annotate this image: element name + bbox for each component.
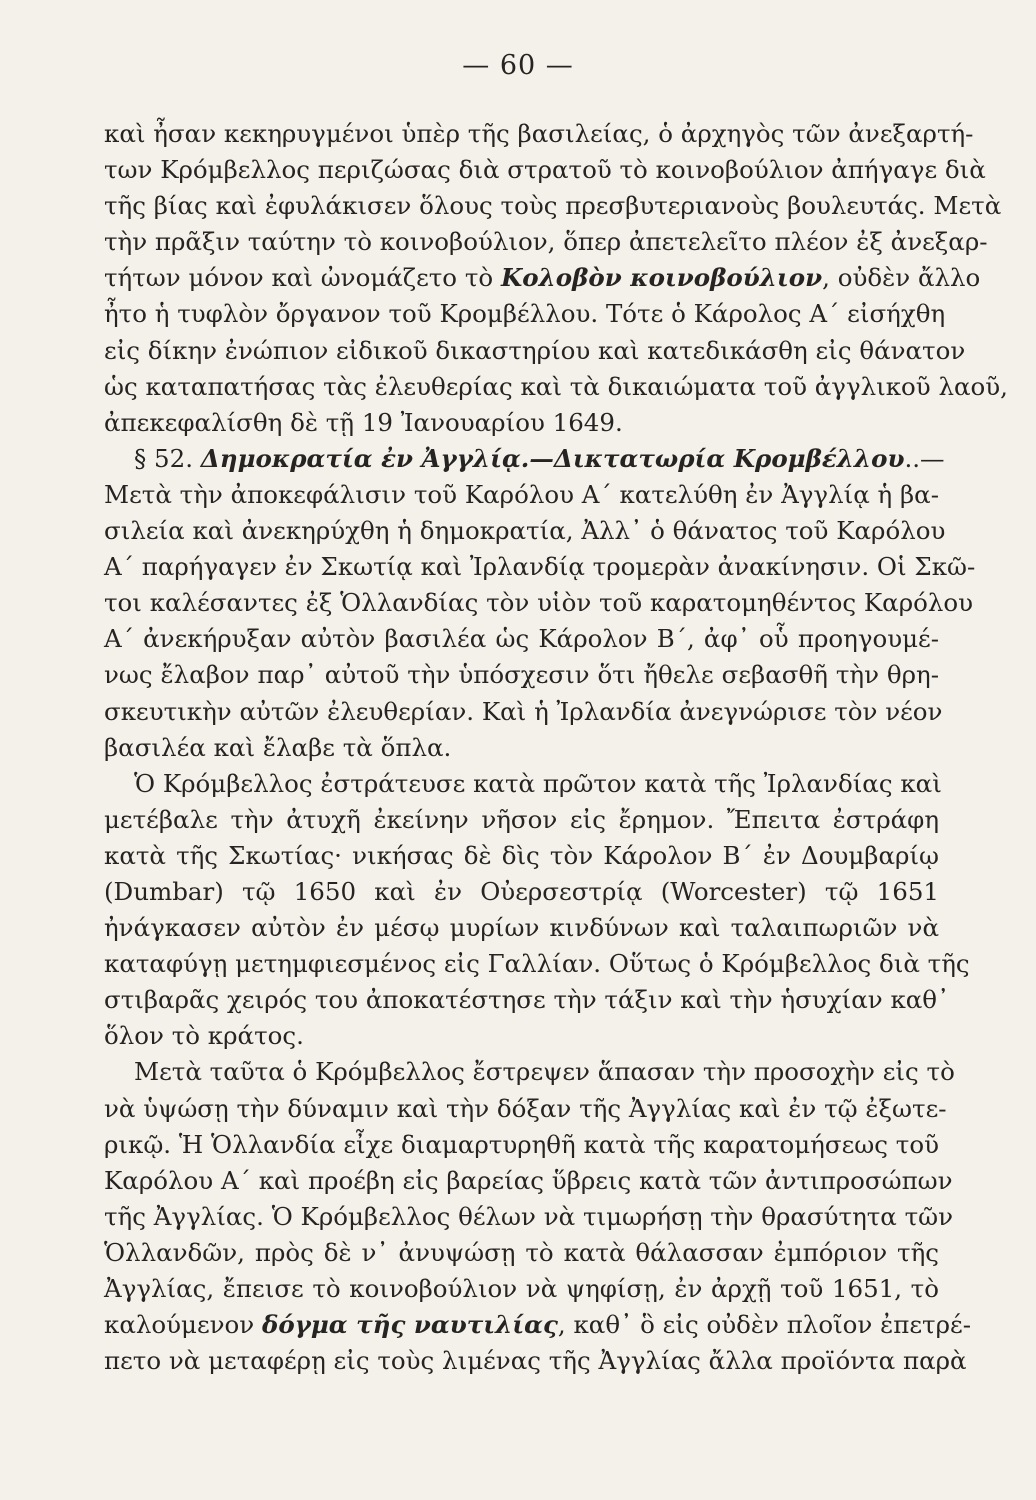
text-segment: τοι καλέσαντες ἐξ Ὁλλανδίας τὸν υἱὸν τοῦ καρατομηθέντος Καρόλου — [104, 588, 974, 618]
text-line — [104, 657, 939, 693]
emphasized-term: Δημοκρατία ἐν Ἀγγλίᾳ.—Δικτατωρία Κρομβέλλου — [200, 443, 905, 473]
text-line — [104, 224, 988, 260]
text-line — [104, 1235, 939, 1271]
text-segment: § 52. — [134, 443, 201, 473]
text-segment: , καθ᾽ ὃ εἰς οὐδὲν πλοῖον ἐπετρέ- — [557, 1310, 971, 1340]
text-segment: των Κρόμβελλος περιζώσας διὰ στρατοῦ τὸ κοινοβούλιον ἀπήγαγε διὰ — [104, 155, 986, 185]
text-segment: καλούμενον — [104, 1310, 262, 1340]
text-segment: Α΄ ἀνεκήρυξαν αὐτὸν βασιλέα ὡς Κάρολον Β΄, ἀφ᾽ οὗ προηγουμέ- — [104, 624, 939, 654]
text-segment: μετέβαλε τὴν ἀτυχῆ ἐκείνην νῆσον εἰς ἔρημον. Ἔπειτα ἐστράφη — [104, 804, 939, 834]
text-segment: καὶ ἦσαν κεκηρυγμένοι ὑπὲρ τῆς βασιλείας, ὁ ἀρχηγὸς τῶν ἀνεξαρτή- — [104, 119, 974, 148]
emphasized-term: Κολοβὸν κοινοβούλιον — [500, 263, 823, 293]
text-line — [104, 1271, 939, 1307]
text-segment: τῆς Ἀγγλίας. Ὁ Κρόμβελλος θέλων νὰ τιμωρήσῃ τὴν θρασύτητα τῶν — [104, 1201, 954, 1231]
text-line — [104, 296, 946, 332]
text-line — [104, 477, 939, 513]
text-segment: ὅλον τὸ κράτος. — [104, 1021, 304, 1051]
text-line — [104, 1163, 953, 1199]
text-line — [104, 1091, 947, 1127]
text-line — [104, 730, 939, 766]
text-segment: κατὰ τῆς Σκωτίας· νικήσας δὲ δὶς τὸν Κάρολον Β΄ ἐν Δουμβαρίῳ — [104, 840, 939, 870]
text-segment: στιβαρᾶς χειρός του ἀποκατέστησε τὴν τάξιν καὶ τὴν ἡσυχίαν καθ᾽ — [104, 985, 950, 1015]
text-line — [104, 766, 942, 802]
text-line — [104, 260, 981, 296]
text-segment: ἠνάγκασεν αὐτὸν ἐν μέσῳ μυρίων κινδύνων καὶ ταλαιπωριῶν νὰ — [104, 913, 939, 943]
text-line — [104, 802, 939, 838]
text-line — [104, 441, 945, 477]
text-line — [104, 116, 974, 152]
text-segment: Καρόλου Α΄ καὶ προέβη εἰς βαρείας ὕβρεις κατὰ τῶν ἀντιπροσώπων — [104, 1165, 953, 1195]
text-segment: τῆς βίας καὶ ἐφυλάκισεν ὅλους τοὺς πρεσβυτεριανοὺς βουλευτάς. Μετὰ — [104, 191, 1002, 221]
text-segment: ἦτο ἡ τυφλὸν ὄργανον τοῦ Κρομβέλλου. Τότε ὁ Κάρολος Α΄ εἰσήχθη — [104, 299, 946, 329]
text-line — [104, 405, 939, 441]
text-line — [104, 585, 974, 621]
text-segment: Α΄ παρήγαγεν ἐν Σκωτίᾳ καὶ Ἰρλανδίᾳ τρομερὰν ἀνακίνησιν. Οἱ Σκῶ- — [104, 552, 976, 582]
text-line — [104, 946, 970, 982]
text-segment: νὰ ὑψώσῃ τὴν δύναμιν καὶ τὴν δόξαν τῆς Ἀγγλίας καὶ ἐν τῷ ἐξωτε- — [104, 1093, 947, 1123]
text-segment: Μετὰ τὴν ἀποκεφάλισιν τοῦ Καρόλου Α΄ κατελύθη ἐν Ἀγγλίᾳ ἡ βα- — [104, 479, 939, 509]
text-line — [104, 1054, 955, 1090]
text-segment: Ὁλλανδῶν, πρὸς δὲ ν᾽ ἀνυψώσῃ τὸ κατὰ θάλασσαν ἐμπόριον τῆς — [104, 1237, 939, 1267]
text-segment: ..— — [904, 443, 945, 473]
text-segment: ρικῷ. Ἡ Ὁλλανδία εἶχε διαμαρτυρηθῆ κατὰ τῆς καρατομήσεως τοῦ — [104, 1129, 939, 1159]
text-line — [104, 1343, 967, 1379]
page-number: — 60 — — [462, 50, 574, 81]
text-segment: εἰς δίκην ἐνώπιον εἰδικοῦ δικαστηρίου καὶ κατεδικάσθη εἰς θάνατον — [104, 335, 966, 365]
emphasized-term: δόγμα τῆς ναυτιλίας — [261, 1310, 558, 1340]
text-segment: ὡς καταπατήσας τὰς ἐλευθερίας καὶ τὰ δικαιώματα τοῦ ἀγγλικοῦ λαοῦ, — [104, 371, 1008, 401]
text-line — [104, 838, 939, 874]
text-line — [104, 621, 939, 657]
text-line — [104, 188, 1002, 224]
text-line — [104, 1307, 971, 1343]
text-line — [104, 874, 939, 910]
text-segment: , οὐδὲν ἄλλο — [822, 263, 981, 293]
text-line — [104, 549, 976, 585]
text-segment: σιλεία καὶ ἀνεκηρύχθη ἡ δημοκρατία, Ἀλλ᾽ ὁ θάνατος τοῦ Καρόλου — [104, 516, 946, 546]
text-segment: (Dumbar) τῷ 1650 καὶ ἐν Οὐερσεστρίᾳ (Worcester) τῷ 1651 — [104, 876, 939, 906]
text-line — [104, 982, 950, 1018]
text-segment: νως ἔλαβον παρ᾽ αὐτοῦ τὴν ὑπόσχεσιν ὅτι ἤθελε σεβασθῆ τὴν θρη- — [104, 660, 939, 690]
text-segment: βασιλέα καὶ ἔλαβε τὰ ὅπλα. — [104, 732, 452, 762]
body-text — [104, 116, 1008, 1379]
text-line — [104, 910, 939, 946]
text-segment: τὴν πρᾶξιν ταύτην τὸ κοινοβούλιον, ὅπερ ἀπετελεῖτο πλέον ἐξ ἀνεξαρ- — [104, 227, 988, 257]
text-line — [104, 1199, 954, 1235]
text-line — [104, 694, 943, 730]
text-segment: τήτων μόνον καὶ ὠνομάζετο τὸ — [104, 263, 501, 293]
text-segment: Ἀγγλίας, ἔπεισε τὸ κοινοβούλιον νὰ ψηφίσῃ, ἐν ἀρχῇ τοῦ 1651, τὸ — [104, 1274, 939, 1303]
text-segment: πετο νὰ μεταφέρῃ εἰς τοὺς λιμένας τῆς Ἀγγλίας ἄλλα προϊόντα παρὰ — [104, 1346, 967, 1376]
text-segment: Ὁ Κρόμβελλος ἐστράτευσε κατὰ πρῶτον κατὰ τῆς Ἰρλανδίας καὶ — [134, 768, 942, 798]
text-segment: Μετὰ ταῦτα ὁ Κρόμβελλος ἔστρεψεν ἅπασαν τὴν προσοχὴν εἰς τὸ — [134, 1057, 955, 1087]
text-segment: ἀπεκεφαλίσθη δὲ τῇ 19 Ἰανουαρίου 1649. — [104, 407, 623, 437]
text-line — [104, 152, 986, 188]
text-segment: καταφύγῃ μετημφιεσμένος εἰς Γαλλίαν. Οὕτως ὁ Κρόμβελλος διὰ τῆς — [104, 949, 970, 979]
text-line — [104, 333, 966, 369]
text-line — [104, 1018, 939, 1054]
text-line — [104, 369, 1008, 405]
text-segment: σκευτικὴν αὐτῶν ἐλευθερίαν. Καὶ ἡ Ἰρλανδία ἀνεγνώρισε τὸν νέον — [104, 696, 943, 726]
text-line — [104, 513, 946, 549]
text-line — [104, 1127, 939, 1163]
